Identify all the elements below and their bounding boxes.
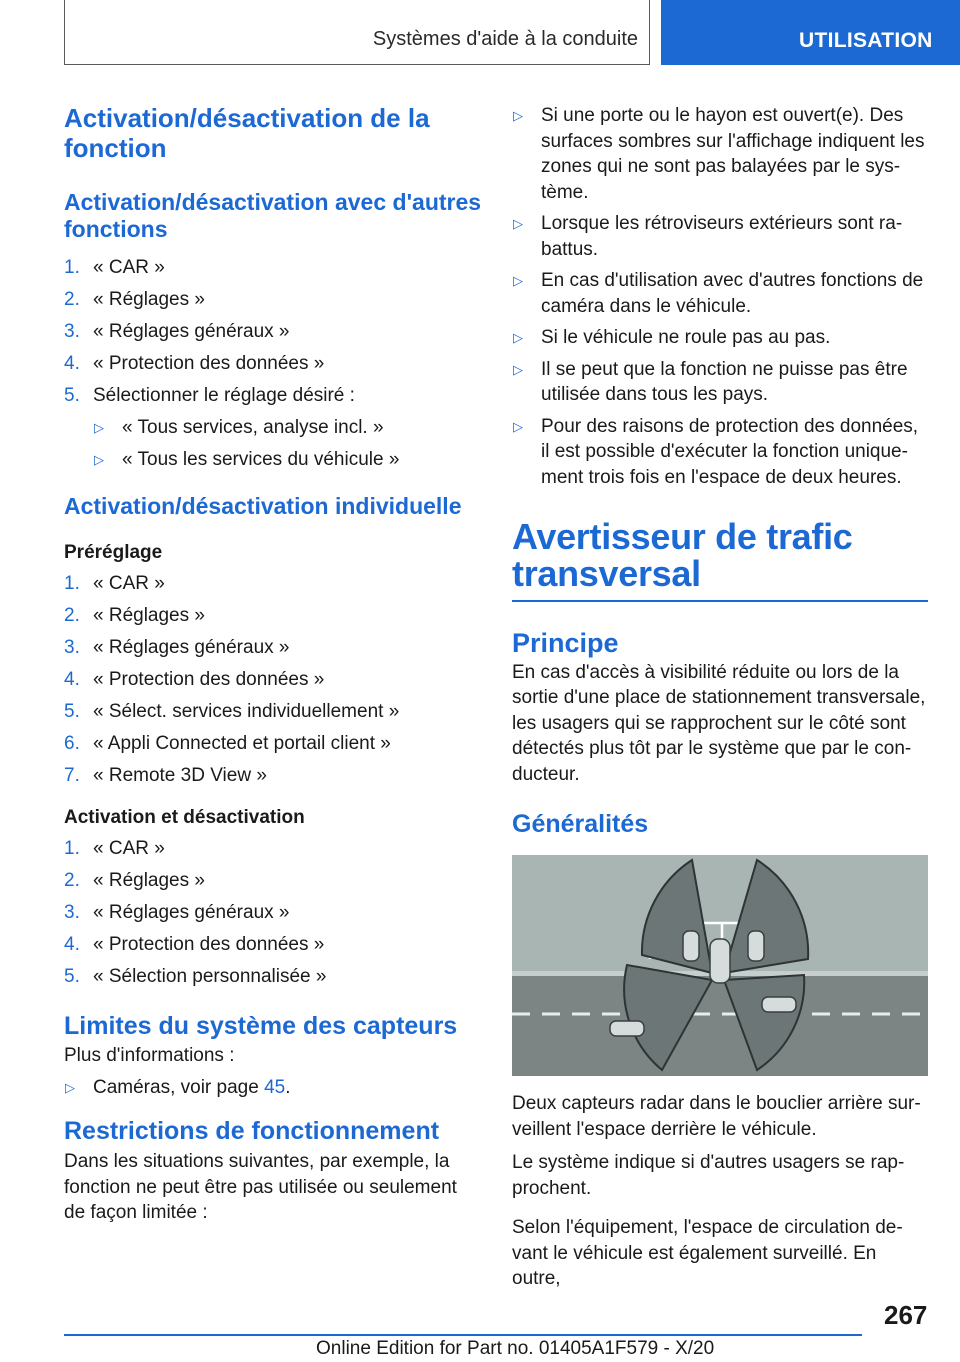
list-item: 5. Sélectionner le réglage désiré : xyxy=(64,385,355,406)
list-preset xyxy=(64,572,482,796)
list-with-other-functions xyxy=(64,256,482,416)
list-item: ▷ « Tous services, analyse incl. » xyxy=(94,417,384,438)
page-number: 267 xyxy=(884,1300,928,1330)
list-item: ▷ Lorsque les rétroviseurs extérieurs sont rabattus. xyxy=(513,213,903,260)
list-item: ▷ Il se peut que la fonction ne puisse pas être utilisée dans tous les pays. xyxy=(513,358,908,405)
more-info-text: Plus d'informations : xyxy=(64,1045,235,1066)
page-link[interactable]: 45 xyxy=(264,1076,286,1098)
triangle-bullet-icon: ▷ xyxy=(513,108,523,123)
header-tab[interactable] xyxy=(661,0,960,65)
list-item: 2. « Réglages » xyxy=(64,289,205,310)
heading-general: Généralités xyxy=(512,810,649,838)
triangle-bullet-icon: ▷ xyxy=(513,361,523,377)
heading-sensor-limits: Limites du système des capteurs xyxy=(64,1012,458,1040)
list-item: 2. « Réglages » xyxy=(64,870,205,891)
triangle-bullet-icon: ▷ xyxy=(513,273,523,288)
list-item: ▷ Si le véhicule ne roule pas au pas. xyxy=(512,325,928,351)
triangle-bullet-icon: ▷ xyxy=(513,330,523,345)
heading-with-other-functions: Activation/désactivation avec d'autres fonctions xyxy=(64,189,482,242)
list-item: 6. « Appli Connected et portail client » xyxy=(64,733,391,754)
triangle-bullet-icon: ▷ xyxy=(513,418,523,434)
heading-rule xyxy=(512,600,928,602)
list-item: 3. « Réglages généraux » xyxy=(64,902,290,923)
list-more-info xyxy=(64,1075,482,1101)
list-item: ▷ « Tous les services du véhicule » xyxy=(94,449,400,470)
approach-text: Le système indique si d'autres usagers se rapprochent. xyxy=(512,1152,905,1199)
principle-text: En cas d'accès à visibilité réduite ou lors de la sortie d'une place de stationnement transversale, les usagers qui se rapprochent sur le côté sont détectés plus tôt par le système que par le conducteur. xyxy=(512,661,926,785)
triangle-bullet-icon: ▷ xyxy=(94,452,104,467)
footer-rule xyxy=(64,1334,862,1336)
radar-coverage-illustration xyxy=(512,855,928,1076)
page-header xyxy=(0,0,960,66)
list-item: 3. « Réglages généraux » xyxy=(64,637,290,658)
sub-list-settings xyxy=(93,416,482,480)
list-item: 4. « Protection des données » xyxy=(64,934,325,955)
edition-text: Online Edition for Part no. 01405A1F579 - X/20 xyxy=(316,1338,715,1359)
list-item: 7. « Remote 3D View » xyxy=(64,765,267,786)
triangle-bullet-icon: ▷ xyxy=(65,1079,75,1095)
list-item: ▷ Pour des raisons de protection des données, il est possible d'exécuter la fonction uniquement trois fois en l'espace de deux heures. xyxy=(513,415,919,488)
list-item: 4. « Protection des données » xyxy=(64,669,325,690)
list-item: 2. « Réglages » xyxy=(64,605,205,626)
list-item: 3. « Réglages généraux » xyxy=(64,321,290,342)
heading-preset: Préréglage xyxy=(64,542,163,563)
list-item: ▷ En cas d'utilisation avec d'autres fonctions de caméra dans le véhicule. xyxy=(513,270,924,317)
list-item: 1. « CAR » xyxy=(64,257,165,278)
list-item: 5. « Sélection personnalisée » xyxy=(64,966,327,987)
restrictions-text: Dans les situations suivantes, par exemple, la fonction ne peut être pas utilisée ou seulement de façon limitée : xyxy=(64,1151,457,1223)
list-activation-deactivation xyxy=(64,837,482,997)
triangle-bullet-icon: ▷ xyxy=(513,216,523,231)
left-column xyxy=(64,100,482,1226)
right-column xyxy=(512,103,928,1292)
list-item: ▷ Si une porte ou le hayon est ouvert(e). Des surfaces sombres sur l'affichage indiquent les zones qui ne sont pas balayées par le système. xyxy=(513,105,925,203)
header-tab-label: UTILISATION xyxy=(799,29,933,52)
triangle-bullet-icon: ▷ xyxy=(94,420,104,435)
list-item: ▷ Caméras, voir page 45. xyxy=(64,1075,482,1101)
list-item: 1. « CAR » xyxy=(64,573,165,594)
heading-activation: Activation/désactivation de la fonction xyxy=(64,103,430,163)
heading-activation-deactivation: Activation et désactivation xyxy=(64,807,305,828)
heading-restrictions: Restrictions de fonctionnement xyxy=(64,1117,440,1145)
header-section-title: Systèmes d'aide à la conduite xyxy=(372,28,638,50)
cross-traffic-diagram xyxy=(512,855,928,1076)
list-item: 5. « Sélect. services individuellement » xyxy=(64,701,400,722)
radar-text: Deux capteurs radar dans le bouclier arrière surveillent l'espace derrière le véhicule. xyxy=(512,1093,921,1140)
heading-principle: Principe xyxy=(512,627,619,658)
list-item: 1. « CAR » xyxy=(64,838,165,859)
list-item: 4. « Protection des données » xyxy=(64,353,325,374)
equipment-text: Selon l'équipement, l'espace de circulation devant le véhicule est également surveillé. En outre, xyxy=(512,1217,903,1289)
list-restrictions xyxy=(512,103,928,490)
heading-cross-traffic: Avertisseur de trafic transversal xyxy=(512,516,853,594)
heading-individual: Activation/désactivation individuelle xyxy=(64,493,462,519)
